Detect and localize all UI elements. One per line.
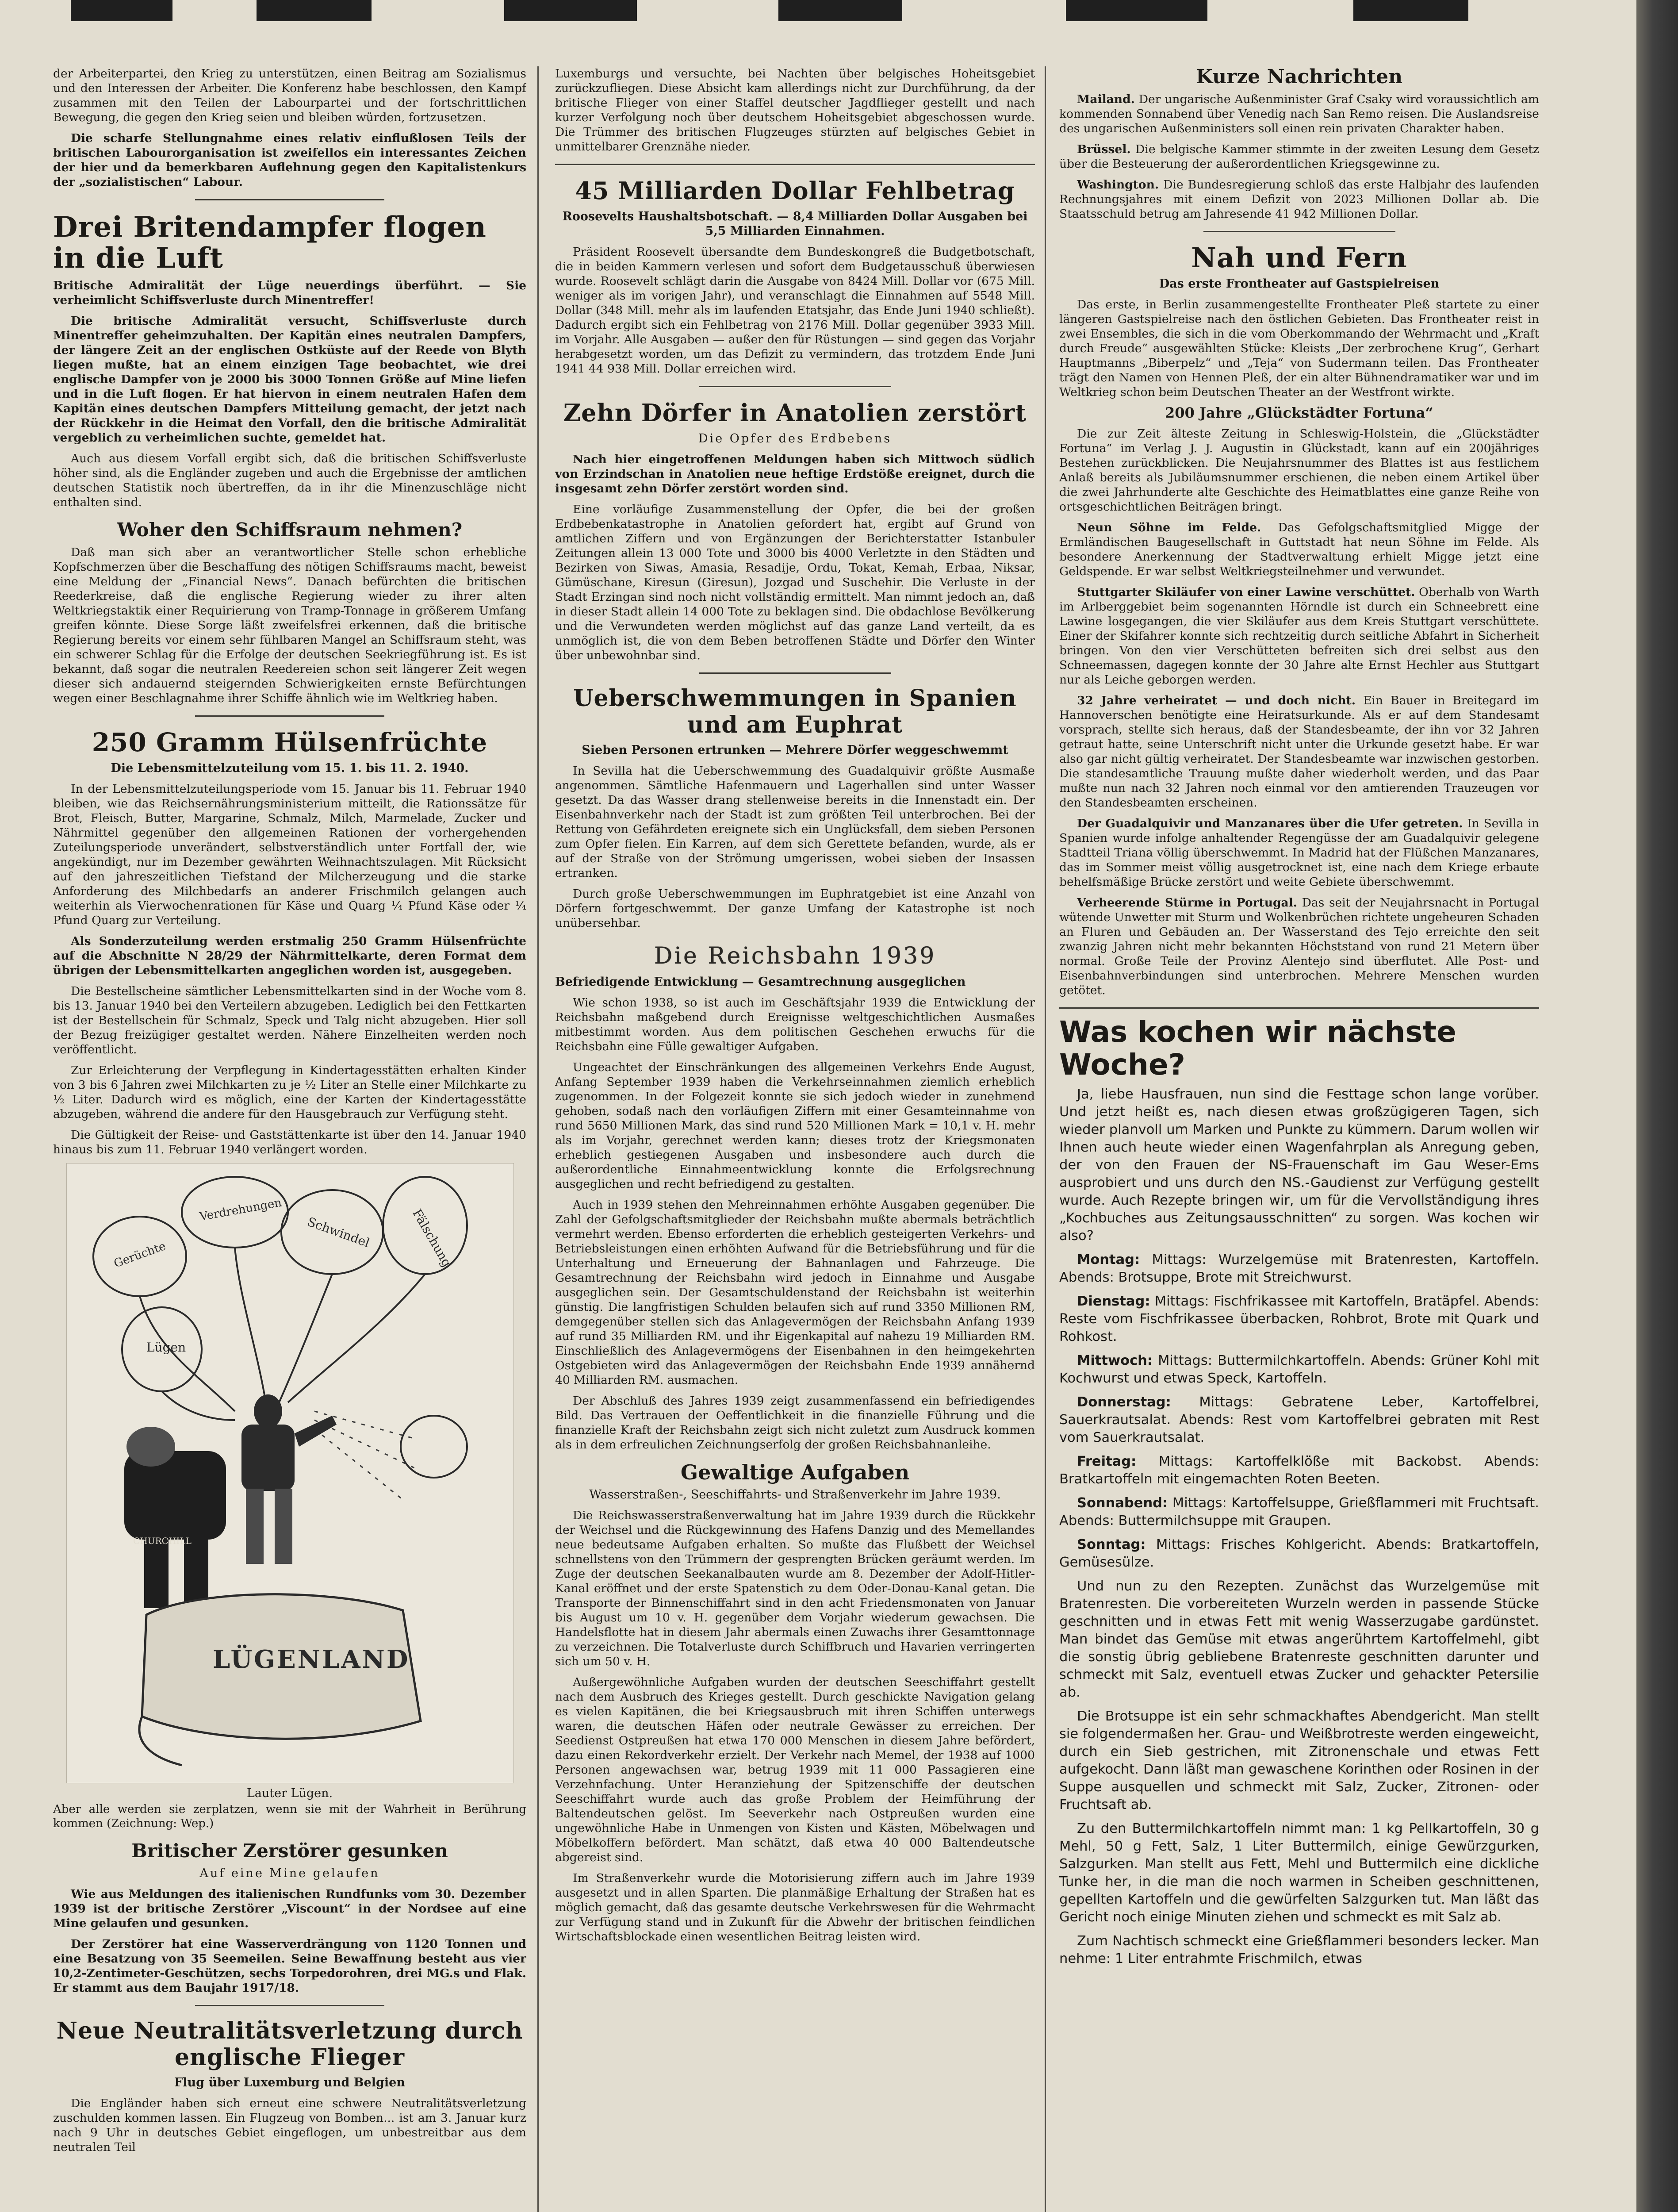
- menu-day-text: Mittags: Gebratene Leber, Kartoffelbrei, Sauerkrautsalat. Abends: Rest vom Kartoffelbrei gebraten mit Rest vom Sauerkrautsalat.: [1059, 1394, 1539, 1445]
- article-text: Wie aus Meldungen des italienischen Rundfunks vom 30. Dezember 1939 ist der britische Zerstörer „Viscount“ in der Nordsee auf eine Mine gelaufen und gesunken.: [53, 1887, 526, 1930]
- news-item-text: Das seit der Neujahrsnacht in Portugal wütende Unwetter mit Sturm und Wolkenbrüchen richtete ungeheuren Schaden an Fluren und Gebäuden an. Der Wasserstand des Tejo erreichte den seit zwanzig Jahren nicht mehr bekannten Höchststand von rund 21 Metern über normal. Große Teile der Provinz Alentejo sind überflutet. Alle Post- und Eisenbahnverbindungen sind unterbrochen. Mehrere Menschen wurden getötet.: [1059, 896, 1539, 997]
- article-text: Die Reichswasserstraßenverwaltung hat im Jahre 1939 durch die Rückkehr der Weichsel und die Rückgewinnung des Hafens Danzig und des Memellandes neue bedeutsame Aufgaben erhalten. So mußte das Flußbett der Weichsel schnellstens von den Trümmern der gesprengten Brücken geräumt werden. Im Zuge der deutschen Seekanalbauten wurde am 8. Dezember der Adolf-Hitler-Kanal eröffnet und der erste Spatenstich zu dem Oder-Donau-Kanal getan. Die Transporte der Binnenschiffahrt sind in den acht Friedensmonaten von Januar bis August um 10 v. H. gegenüber dem Vorjahr wiederum gewachsen. Die Handelsflotte hat in diesem Jahr abermals einen Zuwachs ihrer Gesamttonnage zu verzeichnen. Die Totalverluste durch Schiffbruch und Havarien verringerten sich um 50 v. H.: [555, 1509, 1035, 1668]
- news-item-lead: 32 Jahre verheiratet — und doch nicht.: [1077, 694, 1356, 707]
- menu-day-label: Sonnabend:: [1077, 1495, 1168, 1511]
- menu-day-label: Sonntag:: [1077, 1537, 1146, 1552]
- menu-day: [1059, 1251, 1539, 1286]
- article-text: Luxemburgs und versuchte, bei Nachten über belgisches Hoheitsgebiet zurückzufliegen. Diese Absicht kam allerdings nicht zur Durchführung, da der britische Flieger von einer Staffel deutscher Jagdflieger gestellt und nach kurzer Verfolgung noch über deutschem Hoheitsgebiet abgeschossen wurde. Die Trümmer des britischen Flugzeuges stürzten auf belgisches Gebiet in unmittelbarer Grenznähe nieder.: [555, 67, 1035, 154]
- news-item: [1059, 520, 1539, 579]
- news-item: [1059, 177, 1539, 221]
- article-text: Präsident Roosevelt übersandte dem Bundeskongreß die Budgetbotschaft, die in beiden Kammern verlesen und sofort dem Budgetausschuß überwiesen wurde. Roosevelt schlägt darin die Ausgabe von 8424 Mill. Dollar vor (675 Mill. weniger als im vorigen Jahr), und veranschlagt die Einnahmen auf 5548 Mill. Dollar (348 Mill. mehr als im laufenden Etatsjahr, das Ende Juni 1940 schließt). Dadurch ergibt sich ein Fehlbetrag von 2176 Mill. Dollar gegenüber 3933 Mill. im Vorjahr. Alle Ausgaben — außer den für Rüstungen — sind gegen das Vorjahr herabgesetzt worden, um das Defizit zu vermindern, das trotzdem Ende Juni 1941 44 938 Mill. Dollar erreichen wird.: [555, 245, 1035, 376]
- menu-day: [1059, 1453, 1539, 1488]
- cartoon-label: Verdrehungen: [199, 1196, 283, 1224]
- article-text: Außergewöhnliche Aufgaben wurden der deutschen Seeschiffahrt gestellt nach dem Ausbruch des Krieges gestellt. Durch geschickte Navigation gelang es vielen Kapitänen, die bei Kriegsausbruch mit ihren Schiffen unterwegs waren, die deutschen Häfen oder neutrale Gewässer zu erreichen. Der Seedienst Ostpreußen hat etwa 170 000 Menschen in diesem Jahre befördert, dazu einen Rekordverkehr erzielt. Der Verkehr nach Memel, der 1938 auf 1000 Personen angewachsen war, betrug 1939 mit 11 000 Passagieren eine Verzehnfachung. Unter Heranziehung der Spitzenschiffe der deutschen Seeschiffahrt wurde auch das große Problem der Heimführung der Baltendeutschen gelöst. Im Seeverkehr nach Ostpreußen wurden eine ungewöhnliche Habe in Unmengen von Kisten und Kästen, Möbelwagen und Möbelkoffern befördert. Man schätzt, daß etwa 40 000 Baltendeutsche abgereist sind.: [555, 1675, 1035, 1864]
- article-text: Nach hier eingetroffenen Meldungen haben sich Mittwoch südlich von Erzindschan in Anatolien neue heftige Erdstöße ereignet, durch die insgesamt zehn Dörfer zerstört worden sind.: [555, 453, 1035, 495]
- divider: [1059, 1007, 1539, 1009]
- menu-day-text: Mittags: Wurzelgemüse mit Bratenresten, Kartoffeln. Abends: Brotsuppe, Brote mit Streichwurst.: [1059, 1252, 1539, 1285]
- menu-day-text: Mittags: Kartoffelklöße mit Backobst. Abends: Bratkartoffeln mit eingemachten Roten Beeten.: [1059, 1454, 1539, 1487]
- headline-britendampfer: Drei Britendampfer flogen in die Luft: [53, 211, 487, 275]
- article-text: Die zur Zeit älteste Zeitung in Schleswig-Holstein, die „Glückstädter Fortuna“ im Verlag J. J. Augustin in Glückstadt, kann auf ein 200jähriges Bestehen zurückblicken. Die Neujahrsnummer des Blattes ist aus festlichem Anlaß bereits als Jubiläumsnummer erschienen, die neben einem Artikel über die zwei Jahrhunderte alte Geschichte des Heimatblattes eine ganze Reihe von ortsgeschichtlichen Beiträgen bringt.: [1059, 427, 1539, 514]
- menu-day: [1059, 1494, 1539, 1530]
- article-text: Ungeachtet der Einschränkungen des allgemeinen Verkehrs Ende August, Anfang September 1939 haben die Verkehrseinnahmen ziemlich erheblich zugenommen. In der Folgezeit konnte sie sich jedoch wieder in zunehmend gehoben, sodaß nach den vorläufigen Ziffern mit einer Gesamteinnahme von rund 5650 Millionen Mark, das sind rund 520 Millionen Mark = 10,1 v. H. mehr als im Vorjahr, gerechnet werden kann; dieses trotz der Kriegsmonaten erheblich gestiegenen Ausgaben und insbesondere auch durch die außerordentliche Einnahmeentwicklung konnte die Erfolgsrechnung ausgeglichen und recht befriedigend zu gestalten.: [555, 1060, 1035, 1191]
- news-item-lead: Neun Söhne im Felde.: [1077, 521, 1261, 534]
- cartoon-credit: Aber alle werden sie zerplatzen, wenn sie mit der Wahrheit in Berührung kommen (Zeichnung: Wep.): [53, 1803, 526, 1830]
- article-text: In der Lebensmittelzuteilungsperiode vom 15. Januar bis 11. Februar 1940 bleiben, wie das Reichsernährungsministerium mitteilt, die Rationssätze für Brot, Fleisch, Butter, Margarine, Schmalz, Milch, Marmelade, Zucker und Nährmittel gegenüber den allgemeinen Rationen der vorhergehenden Zuteilungsperiode unverändert, selbstverständlich unter Fortfall der, wie angekündigt, nur im Dezember gewährten Weihnachtszulagen. Mit Rücksicht auf den jahreszeitlichen Tiefstand der Milcherzeugung und die starke Anforderung des Milchbedarfs an anderer Frischmilch gelangen auch weiterhin als Vierwochenrationen für Käse und Quarg ¼ Pfund Käse oder ¼ Pfund Quarg zur Verteilung.: [53, 782, 526, 927]
- headline-reichsbahn: Die Reichsbahn 1939: [654, 943, 936, 969]
- recipe-text: Die Brotsuppe ist ein sehr schmackhaftes Abendgericht. Man stellt sie folgendermaßen her. Grau- und Weißbrotreste werden eingeweicht, durch ein Sieb gestrichen, mit Zitronenschale und etwas Fett aufgekocht. Dann läßt man gewaschene Korinthen oder Rosinen in der Suppe ausquellen und schmeckt mit Salz, Zucker, Zitronen- oder Fruchtsaft ab.: [1059, 1709, 1539, 1813]
- article-text: Als Sonderzuteilung werden erstmalig 250 Gramm Hülsenfrüchte auf die Abschnitte N 28/29 der Nährmittelkarte, deren Format dem übrigen der Lebensmittelkarten angeglichen worden ist, ausgegeben.: [53, 934, 526, 977]
- article-text: Der Zerstörer hat eine Wasserverdrängung von 1120 Tonnen und eine Besatzung von 35 Seemeilen. Seine Bewaffnung besteht aus vier 10,2-Zentimeter-Geschützen, sechs Torpedorohren, drei MG.s und Flak. Er stammt aus dem Baujahr 1917/18.: [53, 1937, 526, 1995]
- news-item-lead: Stuttgarter Skiläufer von einer Lawine verschüttet.: [1077, 585, 1415, 599]
- divider: [195, 715, 384, 717]
- headline-ueberschwemmungen: Ueberschwemmungen in Spanien und am Euphrat: [573, 685, 1017, 738]
- column-2: [555, 66, 1035, 2212]
- news-item: [1059, 585, 1539, 687]
- deck: Roosevelts Haushaltsbotschaft. — 8,4 Milliarden Dollar Ausgaben bei 5,5 Milliarden Einnahmen.: [562, 210, 1028, 238]
- headline-aufgaben: Gewaltige Aufgaben: [680, 1460, 910, 1484]
- news-item: [1059, 142, 1539, 171]
- article-text: Daß man sich aber an verantwortlicher Stelle schon erhebliche Kopfschmerzen über die Beschaffung des nötigen Schiffsraums macht, beweist eine Meldung der „Financial News“. Danach befürchten die britischen Reederkreise, daß die englische Regierung wieder zu ihrer alten Weltkriegstaktik einer Requirierung von Tramp-Tonnage in größerem Umfang greifen könnte. Diese Sorge läßt zweifelsfrei erkennen, daß die britische Regierung bereits vor einem sehr fühlbaren Mangel an Schiffsraum steht, was ein schwerer Schlag für die Erfolge der deutschen Seekriegführung ist. Es ist bekannt, daß sogar die neutralen Reedereien schon seit längerer Zeit wegen dieser sich andauernd steigernden Schwierigkeiten ernste Befürchtungen wegen einer Beschlagnahme ihrer Schiffe ähnlich wie im Weltkrieg haben.: [53, 545, 526, 705]
- menu-day-label: Mittwoch:: [1077, 1353, 1153, 1368]
- headline-schiffsraum: Woher den Schiffsraum nehmen?: [117, 519, 463, 541]
- article-text: Die Engländer haben sich erneut eine schwere Neutralitätsverletzung zuschulden kommen lassen. Ein Flugzeug von Bomben... ist am 3. Januar kurz nach 9 Uhr in deutsches Gebiet eingeflogen, um unbestreitbar aus dem neutralen Teil: [53, 2097, 526, 2154]
- divider: [699, 386, 891, 387]
- subheadline: 200 Jahre „Glückstädter Fortuna“: [1165, 404, 1433, 421]
- menu-day-text: Mittags: Buttermilchkartoffeln. Abends: Grüner Kohl mit Kochwurst und etwas Speck, Kartoffeln.: [1059, 1353, 1539, 1386]
- menu-day: [1059, 1536, 1539, 1571]
- article-text: Wie schon 1938, so ist auch im Geschäftsjahr 1939 die Entwicklung der Reichsbahn maßgebend durch Ereignisse weltgeschichtlichen Ausmaßes mitbestimmt worden. Aus dem politischen Geschehen erwuchs für die Reichsbahn eine Fülle gewaltiger Aufgaben.: [555, 996, 1035, 1053]
- menu-day: [1059, 1293, 1539, 1346]
- cartoon-label: Gerüchte: [112, 1239, 168, 1271]
- article-text: Auch aus diesem Vorfall ergibt sich, daß die britischen Schiffsverluste höher sind, als die Engländer zugeben und auch die Ergebnisse der amtlichen deutschen Statistik noch übertreffen, da in ihr die Minenzuschläge nicht enthalten sind.: [53, 452, 526, 509]
- article-text: Eine vorläufige Zusammenstellung der Opfer, die bei der großen Erdbebenkatastrophe in Anatolien gefordert hat, ergibt auf Grund von amtlichen Ziffern und von Ergänzungen der Berichterstatter Istanbuler Zeitungen allein 13 000 Tote und 3000 bis 4000 Verletzte in den Städten und Bezirken von Siwas, Amasia, Resadije, Ordu, Tokat, Kemah, Erbaa, Niksar, Gümüschane, Kiresun (Giresun), Jozgad und Suschehir. Die Verluste in der Stadt Erzingan sind noch nicht vollständig ermittelt. Man nimmt jedoch an, daß in dieser Stadt allein 14 000 Tote zu beklagen sind. Die obdachlose Bevölkerung und die Verwundeten werden möglichst auf das ganze Land verteilt, da es unmöglich ist, die von dem Beben betroffenen Städte und Dörfer den Winter über unbewohnbar sind.: [555, 503, 1035, 662]
- menu-day-text: Mittags: Fischfrikassee mit Kartoffeln, Bratäpfel. Abends: Reste vom Fischfrikassee überbacken, Rohbrot, Brote mit Quark und Rohkost.: [1059, 1294, 1539, 1344]
- article-text: Ja, liebe Hausfrauen, nun sind die Festtage schon lange vorüber. Und jetzt heißt es, nach diesen etwas großzügigeren Tagen, sich wieder planvoll um Marken und Punkte zu kümmern. Darum wollen wir Ihnen auch heute wieder einen Wagenfahrplan als Anregung geben, der von den Frauen der NS-Frauenschaft im Gau Weser-Ems ausprobiert und uns durch den NS.-Gaudienst zur Verfügung gestellt wurde. Auch Rezepte bringen wir, um für die Vervollständigung ihres „Kochbuches aus Zeitungsausschnitten“ zu sorgen. Was kochen wir also?: [1059, 1087, 1539, 1244]
- cartoon-label: Lügen: [146, 1340, 186, 1355]
- cartoon-illustration: [66, 1163, 514, 1783]
- index-tabs: [71, 0, 1575, 27]
- article-text: Die Gültigkeit der Reise- und Gaststättenkarte ist über den 14. Januar 1940 hinaus bis zum 11. Februar 1940 verlängert worden.: [53, 1128, 526, 1156]
- news-item: [1059, 895, 1539, 998]
- menu-day-label: Donnerstag:: [1077, 1394, 1171, 1410]
- deck: Die Lebensmittelzuteilung vom 15. 1. bis 11. 2. 1940.: [111, 761, 469, 775]
- news-item-lead: Verheerende Stürme in Portugal.: [1077, 896, 1298, 910]
- cartoon-caption: Lauter Lügen.: [246, 1786, 333, 1800]
- deck: Flug über Luxemburg und Belgien: [174, 2076, 405, 2089]
- deck: Wasserstraßen-, Seeschiffahrts- und Straßenverkehr im Jahre 1939.: [589, 1488, 1001, 1502]
- column-rule: [1045, 66, 1046, 2212]
- column-1: [53, 66, 526, 2212]
- article-text: Durch große Ueberschwemmungen im Euphratgebiet ist eine Anzahl von Dörfern fortgeschwemmt. Der ganze Umfang der Katastrophe ist noch unübersehbar.: [555, 887, 1035, 930]
- article-text: Die Bestellscheine sämtlicher Lebensmittelkarten sind in der Woche vom 8. bis 13. Januar 1940 bei den Verteilern abzugeben. Lediglich bei den Fettkarten ist der Bestellschein für Schmalz, Speck und Talg nicht abzugeben. Hier soll der Bezug freizügiger gestaltet werden. Nähere Einzelheiten werden noch veröffentlicht.: [53, 984, 526, 1056]
- divider: [699, 672, 891, 674]
- cartoon-label: Fälschung: [410, 1206, 455, 1270]
- menu-day: [1059, 1394, 1539, 1447]
- headline-nah-und-fern: Nah und Fern: [1191, 242, 1407, 274]
- deck: Britische Admiralität der Lüge neuerdings überführt. — Sie verheimlicht Schiffsverluste durch Minentreffer!: [53, 279, 526, 307]
- divider: [195, 2005, 384, 2006]
- article-text: Die britische Admiralität versucht, Schiffsverluste durch Minentreffer geheimzuhalten. Der Kapitän eines neutralen Dampfers, der längere Zeit an der englischen Ostküste auf der Reede von Blyth liegen mußte, hat an einem einzigen Tage beobachtet, wie drei englische Dampfer von je 2000 bis 3000 Tonnen Größe auf Mine liefen und in die Luft flogen. Er hat hiervon in einem neutralen Hafen dem Kapitän eines deutschen Dampfers Mitteilung gemacht, der jetzt nach der Rückkehr in die Heimat den Vorfall, den die britische Admiralität vergeblich zu verheimlichen suchte, gemeldet hat.: [53, 314, 526, 445]
- news-item-text: Oberhalb von Warth im Arlberggebiet beim sogenannten Hörndle ist durch ein Schneebrett eine Lawine losgegangen, die vier Skiläufer aus dem Kreis Stuttgart verschüttete. Einer der Skifahrer konnte sich rechtzeitig durch seitliche Abfahrt in Sicherheit bringen. Von den vier Verschütteten befreiten sich drei selbst aus den Schneemassen, dagegen konnte der 30 Jahre alte Ernst Hechler aus Stuttgart nur als Leiche geborgen werden.: [1059, 585, 1539, 687]
- news-item-text: Das Gefolgschaftsmitglied Migge der Ermländischen Baugesellschaft in Guttstadt hat neun Söhne im Felde. Als besondere Anerkennung der Stadtverwaltung erhielt Migge jetzt eine Geldspende. Er war selbst Weltkriegsteilnehmer und verwundet.: [1059, 521, 1539, 578]
- divider: [195, 199, 384, 200]
- menu-day-text: Mittags: Frisches Kohlgericht. Abends: Bratkartoffeln, Gemüsesülze.: [1059, 1537, 1539, 1570]
- news-item-text: Die Bundesregierung schloß das erste Halbjahr des laufenden Rechnungsjahres mit einem Defizit von 2023 Millionen Dollar ab. Die Staatsschuld betrug am Jahresende 41 942 Millionen Dollar.: [1059, 178, 1539, 221]
- deck: Befriedigende Entwicklung — Gesamtrechnung ausgeglichen: [555, 975, 966, 989]
- recipe-text: Und nun zu den Rezepten. Zunächst das Wurzelgemüse mit Bratenresten. Die vorbereiteten Wurzeln werden in passende Stücke geschnitten und in etwas Fett mit wenig Wasserzugabe gardünstet. Man bindet das Gemüse mit etwas angerührtem Kartoffelmehl, gibt die sonstig übrig gebliebene Bratenreste geschnitten darunter und schmeckt mit Salz, eventuell etwas Zucker und gehackter Petersilie ab.: [1059, 1578, 1539, 1700]
- menu-day-label: Montag:: [1077, 1252, 1140, 1267]
- menu-day: [1059, 1352, 1539, 1387]
- news-item: [1059, 816, 1539, 889]
- article-text: der Arbeiterpartei, den Krieg zu unterstützen, einen Beitrag am Sozialismus und den Interessen der Arbeiter. Die Konferenz habe beschlossen, den Kampf zusammen mit den Teilen der Labourpartei und der fortschrittlichen Bewegung, die gegen den Krieg seien und bleiben würden, fortzusetzen.: [53, 67, 526, 124]
- headline-huelsenfruechte: 250 Gramm Hülsenfrüchte: [92, 727, 488, 757]
- menu-day-label: Dienstag:: [1077, 1294, 1150, 1309]
- deck: Die Opfer des Erdbebens: [698, 432, 892, 445]
- column-rule: [537, 66, 539, 2212]
- article-text: Die scharfe Stellungnahme eines relativ einflußlosen Teils der britischen Labourorganisation ist zweifellos ein interessantes Zeichen der hier und da bemerkbaren Auflehnung gegen den Kapitalistenkurs der „sozialistischen“ Labour.: [53, 131, 526, 189]
- article-text: Zur Erleichterung der Verpflegung in Kindertagesstätten erhalten Kinder von 3 bis 6 Jahren zwei Milchkarten zu je ½ Liter an Stelle einer Milchkarte zu ½ Liter. Dadurch wird es möglich, eine der Karten der Kindertagesstätte abzugeben, während die andere für den Hausgebrauch zur Verfügung steht.: [53, 1064, 526, 1121]
- deck: Auf eine Mine gelaufen: [199, 1866, 380, 1880]
- cartoon-label: CHURCHILL: [133, 1536, 192, 1546]
- article-text: Im Straßenverkehr wurde die Motorisierung ziffern auch im Jahre 1939 ausgesetzt und in allen Sparten. Die planmäßige Erhaltung der Straßen hat es möglich gemacht, daß das gesamte deutsche Verkehrswesen für die Wehrmacht zur Verfügung stand und in Zukunft für die Abwehr der britischen feindlichen Wirtschaftsblockade einen wesentlichen Beitrag leisten wird.: [555, 1871, 1035, 1943]
- news-item-text: Die belgische Kammer stimmte in der zweiten Lesung dem Gesetz über die Besteuerung der außerordentlichen Kriegsgewinne zu.: [1059, 142, 1539, 171]
- article-text: Auch in 1939 stehen den Mehreinnahmen erhöhte Ausgaben gegenüber. Die Zahl der Gefolgschaftsmitglieder der Reichsbahn mußte abermals beträchtlich vermehrt werden. Ebenso erforderten die erheblich gesteigerten Verkehrs- und Betriebsleistungen einen erhöhten Aufwand für die Betriebsführung und für die Unterhaltung und Erneuerung der Bahnanlagen und Fahrzeuge. Die Gesamtrechnung der Reichsbahn wird jedoch in Einnahme und Ausgabe ausgeglichen sein. Der Gesamtschuldenstand der Reichsbahn ist weiterhin günstig. Die langfristigen Schulden belaufen sich auf rund 3350 Millionen RM, demgegenüber stellen sich das Anlagevermögen der Reichsbahn Anfang 1939 auf rund 35 Milliarden RM. und ihr Eigenkapital auf nahezu 19 Milliarden RM. Einschließlich des Anlagevermögens der Eisenbahnen in den heimgekehrten Ostgebieten wird das Anlagevermögen der Reichsbahn Ende 1939 annähernd 40 Milliarden RM. ausmachen.: [555, 1198, 1035, 1387]
- headline-kurze-nachrichten: Kurze Nachrichten: [1195, 66, 1403, 88]
- news-item-text: Der ungarische Außenminister Graf Csaky wird voraussichtlich am kommenden Sonnabend über Venedig nach San Remo reisen. Die Auslandsreise des ungarischen Außenministers soll einen rein privaten Charakter haben.: [1059, 92, 1539, 135]
- headline-was-kochen: Was kochen wir nächste Woche?: [1059, 1015, 1456, 1082]
- menu-day-label: Freitag:: [1077, 1454, 1137, 1469]
- news-item-lead: Der Guadalquivir und Manzanares über die Ufer getreten.: [1077, 817, 1463, 830]
- article-text: In Sevilla hat die Ueberschwemmung des Guadalquivir größte Ausmaße angenommen. Sämtliche Hafenmauern und Lagerhallen sind unter Wasser gesetzt. Da das Wasser drang stellenweise bereits in die Innenstadt ein. Der Eisenbahnverkehr nach der Stadt ist zum größten Teil unterbrochen. Bei der Rettung von Gefährdeten ereignete sich ein Unglücksfall, dem sieben Personen zum Opfer fielen. Ein Karren, auf dem sich Gerettete befanden, wurde, als er auf der Straße von der Strömung umgerissen, wobei sieben der Insassen ertranken.: [555, 764, 1035, 880]
- divider: [555, 164, 1035, 165]
- news-item: [1059, 92, 1539, 136]
- recipe-text: Zum Nachtisch schmeckt eine Grießflammeri besonders lecker. Man nehme: 1 Liter entrahmte Frischmilch, etwas: [1059, 1933, 1539, 1966]
- article-text: Der Abschluß des Jahres 1939 zeigt zusammenfassend ein befriedigendes Bild. Das Vertrauen der Oeffentlichkeit in die finanzielle Führung und die finanzielle Kraft der Reichsbahn zeigt sich nicht zuletzt zum Ausdruck kommen als in dem erfreulichen Zeichnungserfolg der großen Reichsbahnanleihe.: [555, 1394, 1035, 1452]
- headline-anatolien: Zehn Dörfer in Anatolien zerstört: [563, 399, 1027, 427]
- subheadline: Das erste Frontheater auf Gastspielreisen: [1159, 277, 1440, 291]
- news-item-text: Ein Bauer in Breitegard im Hannoverschen benötigte eine Heiratsurkunde. Als er auf dem Standesamt vorsprach, stellte sich heraus, daß der Standesbeamte, der ihn vor 32 Jahren getraut hatte, seine Unterschrift nicht unter die Urkunde gesetzt habe. Er war also gar nicht gültig verheiratet. Der Standesbeamte war inzwischen gestorben. Die standesamtliche Trauung mußte daher wiederholt werden, und das Paar mußte nun nach 32 Jahren noch einmal vor den amtierenden Trauzeugen vor den Standesbeamten erscheinen.: [1059, 694, 1539, 810]
- headline-zerstoerer: Britischer Zerstörer gesunken: [131, 1840, 448, 1862]
- news-item-place: Brüssel.: [1077, 142, 1131, 156]
- cartoon-label: LÜGENLAND: [213, 1645, 410, 1674]
- column-3: [1059, 66, 1539, 2212]
- news-item: [1059, 693, 1539, 810]
- cartoon-label: Schwindel: [305, 1214, 372, 1251]
- article-text: Das erste, in Berlin zusammengestellte Frontheater Pleß startete zu einer längeren Gastspielreise nach den östlichen Gebieten. Das Frontheater reist in zwei Ensembles, die sich in die vom Oberkommando der Wehrmacht und „Kraft durch Freude“ ausgewählten Stücke: Kleists „Der zerbrochene Krug“, Gerhart Hauptmanns „Biberpelz“ und „Teja“ von Sudermann teilen. Das Frontheater trägt den Namen von Hennen Pleß, der ein alter Bühnendramatiker war und im Weltkrieg schon beim Deutschen Theater an der Westfront wirkte.: [1059, 298, 1539, 399]
- recipe-section: [1059, 1016, 1539, 1968]
- divider: [1203, 231, 1395, 232]
- news-item-place: Mailand.: [1077, 92, 1135, 106]
- scan-border: [1636, 0, 1678, 2212]
- headline-fehlbetrag: 45 Milliarden Dollar Fehlbetrag: [575, 177, 1015, 205]
- cartoon-drawing: [67, 1164, 513, 1783]
- news-item-text: In Sevilla in Spanien wurde infolge anhaltender Regengüsse der am Guadalquivir gelegene Stadtteil Triana völlig überschwemmt. In Madrid hat der Flüßchen Manzanares, das im Sommer meist völlig ausgetrocknet ist, eine nach dem Kriege erbaute behelfsmäßige Brücke zerstört und weite Gebiete überschwemmt.: [1059, 817, 1539, 889]
- headline-neutralitaet: Neue Neutralitätsverletzung durch englische Flieger: [56, 2017, 523, 2071]
- recipe-text: Zu den Buttermilchkartoffeln nimmt man: 1 kg Pellkartoffeln, 30 g Mehl, 50 g Fett, Salz, 1 Liter Buttermilch, einige Gewürzgurken, Salzgurken. Man stellt aus Fett, Mehl und Buttermilch eine dickliche Tunke her, in die man die noch warmen in Scheiben geschnittenen, gepellten Kartoffeln und die gewürfelten Salzgurken tut. Man läßt das Gericht noch einige Minuten ziehen und schmeckt es mit Salz ab.: [1059, 1821, 1539, 1925]
- deck: Sieben Personen ertrunken — Mehrere Dörfer weggeschwemmt: [582, 743, 1008, 757]
- news-item-place: Washington.: [1077, 178, 1159, 192]
- menu-day-text: Mittags: Kartoffelsuppe, Grießflammeri mit Fruchtsaft. Abends: Buttermilchsuppe mit Graupen.: [1059, 1495, 1539, 1528]
